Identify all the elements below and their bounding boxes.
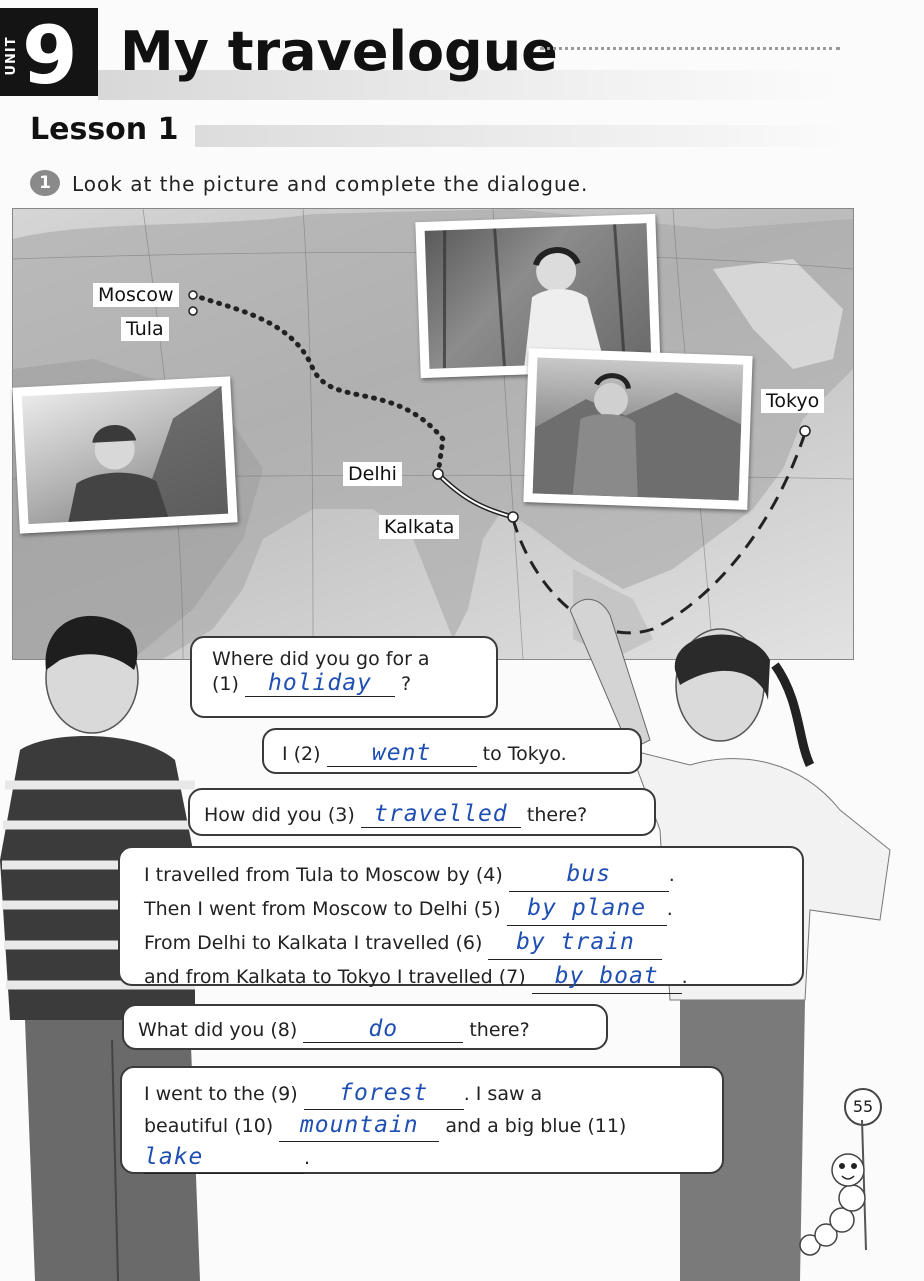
bubble-4-line-4-end: .: [681, 966, 688, 988]
answer-blank-4[interactable]: [509, 858, 669, 892]
answer-8: do: [368, 1016, 399, 1042]
answer-10: mountain: [299, 1112, 419, 1138]
answer-4: bus: [566, 861, 612, 887]
bubble-3-end: there?: [526, 804, 588, 826]
bubble-6-line-2-text: beautiful (10): [144, 1115, 274, 1137]
map-label-tokyo: Tokyo: [761, 389, 824, 413]
caterpillar-mascot-icon: [790, 1120, 900, 1260]
bubble-4-line-4: [144, 960, 802, 994]
bubble-3-start: How did you (3): [204, 804, 355, 826]
photo-snow-girl-drawing: [22, 386, 228, 524]
photo-snow-girl: [12, 376, 237, 533]
bubble-4-line-1-end: .: [668, 864, 675, 886]
answer-9: forest: [339, 1080, 429, 1106]
bubble-5-end: there?: [469, 1019, 530, 1041]
bubble-4-line-1: [144, 858, 802, 892]
answer-2: went: [371, 740, 432, 766]
bubble-3-line: [204, 801, 654, 828]
bubble-4-line-1-text: I travelled from Tula to Moscow by (4): [144, 864, 503, 886]
title-divider: [540, 47, 840, 54]
speech-bubble-6: [120, 1066, 724, 1174]
bubble-2-start: I (2): [282, 743, 321, 765]
answer-6: by train: [516, 929, 635, 955]
map-label-tula: Tula: [121, 317, 169, 341]
photo-mountain-girl: [523, 348, 752, 510]
answer-blank-11[interactable]: [144, 1142, 304, 1174]
bubble-4-line-3-text: From Delhi to Kalkata I travelled (6): [144, 932, 483, 954]
page-title: My travelogue: [120, 20, 558, 83]
bubble-4-line-2-end: .: [666, 898, 673, 920]
answer-7: by boat: [554, 963, 659, 989]
lesson-title: Lesson 1: [30, 112, 179, 147]
answer-blank-8[interactable]: [303, 1016, 463, 1043]
speech-bubble-4: [118, 846, 804, 989]
photo-forest-girl-drawing: [425, 223, 652, 369]
bubble-2-line: [282, 740, 640, 767]
bubble-5-line: [138, 1016, 606, 1043]
speech-bubble-1: [190, 636, 498, 718]
answer-blank-6[interactable]: [488, 926, 662, 960]
bubble-4-line-4-text: and from Kalkata to Tokyo I travelled (7): [144, 966, 526, 988]
bubble-1-end: ?: [401, 673, 412, 695]
bubble-6-line-1-end: . I saw a: [463, 1083, 543, 1105]
map-label-moscow: Moscow: [93, 283, 179, 307]
map-label-kalkata: Kalkata: [379, 515, 459, 539]
speech-bubble-5: [122, 1004, 608, 1050]
bubble-1-line-2: [212, 670, 496, 697]
bubble-4-line-2-text: Then I went from Moscow to Delhi (5): [144, 898, 501, 920]
bubble-6-line-2-end: and a big blue (11): [445, 1115, 627, 1137]
exercise-instruction: Look at the picture and complete the dialogue.: [72, 172, 589, 196]
answer-11: lake: [144, 1144, 204, 1170]
bubble-6-line-1-text: I went to the (9): [144, 1083, 298, 1105]
bubble-4-line-2: [144, 892, 802, 926]
answer-blank-9[interactable]: [304, 1078, 464, 1110]
answer-5: by plane: [527, 895, 647, 921]
lesson-band: [195, 125, 845, 147]
speech-bubble-2: [262, 728, 642, 774]
answer-1: holiday: [268, 670, 372, 696]
answer-3: travelled: [374, 801, 508, 827]
exercise-number-icon: 1: [30, 170, 60, 196]
page-number: 55: [844, 1088, 882, 1126]
bubble-6-line-2: [144, 1110, 722, 1142]
photo-mountain-girl-drawing: [533, 357, 744, 500]
bubble-1-line-1: Where did you go for a: [212, 648, 430, 670]
speech-bubble-3: [188, 788, 656, 836]
bubble-6-line-3: [144, 1142, 722, 1174]
bubble-4-line-3: [144, 926, 802, 960]
answer-blank-5[interactable]: [507, 892, 667, 926]
answer-blank-2[interactable]: [327, 740, 477, 767]
answer-blank-1[interactable]: [245, 670, 395, 697]
unit-label: UNIT: [4, 36, 19, 76]
blank-number-1: (1): [212, 673, 239, 695]
bubble-6-line-3-end: .: [304, 1147, 311, 1169]
bubble-2-end: to Tokyo.: [482, 743, 567, 765]
map-label-delhi: Delhi: [343, 462, 402, 486]
answer-blank-10[interactable]: [279, 1110, 439, 1142]
unit-number: 9: [22, 9, 78, 102]
answer-blank-7[interactable]: [532, 960, 682, 994]
bubble-5-start: What did you (8): [138, 1019, 298, 1041]
bubble-6-line-1: [144, 1078, 722, 1110]
answer-blank-3[interactable]: [361, 801, 521, 828]
unit-badge: [0, 8, 98, 102]
